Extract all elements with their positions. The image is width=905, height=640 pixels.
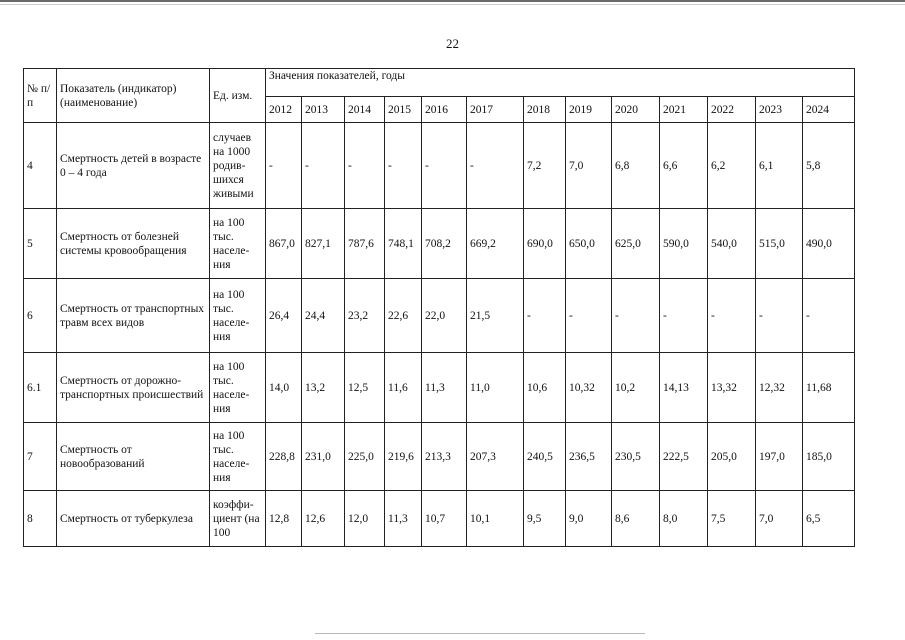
row-value: 650,0 [566,209,612,279]
row-value: 230,5 [612,423,660,491]
row-unit: на 100 тыс. населе-ния [210,353,266,423]
header-unit: Ед. изм. [210,69,266,123]
row-value: 10,6 [524,353,566,423]
top-scan-edge-shadow [0,4,905,5]
row-value: - [524,279,566,353]
row-value: 12,0 [345,491,385,547]
row-value: 690,0 [524,209,566,279]
row-num: 6.1 [24,353,57,423]
row-unit: случаев на 1000 родив-шихся живыми [210,123,266,209]
table-row [24,209,855,279]
row-value: 9,0 [566,491,612,547]
table-row [24,423,855,491]
row-value: 24,4 [302,279,345,353]
row-value: 26,4 [266,279,302,353]
row-value: 10,2 [612,353,660,423]
row-value: 23,2 [345,279,385,353]
row-value: 6,8 [612,123,660,209]
row-unit: на 100 тыс. населе-ния [210,279,266,353]
table-row [24,353,855,423]
row-value: - [660,279,708,353]
row-value: 231,0 [302,423,345,491]
row-value: 9,5 [524,491,566,547]
row-value: 10,32 [566,353,612,423]
header-year: 2014 [345,97,385,123]
header-year: 2024 [803,97,855,123]
row-value: 6,2 [708,123,756,209]
row-indicator: Смертность от болезней системы кровообращения [57,209,210,279]
row-unit: на 100 тыс. населе-ния [210,423,266,491]
row-value: 748,1 [385,209,422,279]
header-num: № п/п [24,69,57,123]
row-value: 12,8 [266,491,302,547]
row-unit: коэффи-циент (на 100 [210,491,266,547]
row-num: 5 [24,209,57,279]
row-value: - [345,123,385,209]
header-year: 2013 [302,97,345,123]
row-value: 7,5 [708,491,756,547]
row-value: 625,0 [612,209,660,279]
row-indicator: Смертность от новообразований [57,423,210,491]
row-value: 11,0 [467,353,524,423]
row-value: 228,8 [266,423,302,491]
row-value: 540,0 [708,209,756,279]
header-year: 2018 [524,97,566,123]
row-value: 669,2 [467,209,524,279]
row-num: 4 [24,123,57,209]
row-value: - [467,123,524,209]
row-value: 240,5 [524,423,566,491]
row-value: 10,7 [422,491,467,547]
indicators-table [23,68,855,547]
row-value: 22,0 [422,279,467,353]
header-indicator: Показатель (индикатор) (наименование) [57,69,210,123]
table-row [24,491,855,547]
row-value: - [302,123,345,209]
row-value: 185,0 [803,423,855,491]
row-unit: на 100 тыс. населе-ния [210,209,266,279]
row-num: 8 [24,491,57,547]
row-value: 8,6 [612,491,660,547]
table-row [24,279,855,353]
row-value: - [612,279,660,353]
row-value: 21,5 [467,279,524,353]
row-value: 10,1 [467,491,524,547]
row-value: 12,32 [756,353,803,423]
row-value: 787,6 [345,209,385,279]
row-value: 515,0 [756,209,803,279]
header-year: 2012 [266,97,302,123]
row-value: - [422,123,467,209]
row-value: - [385,123,422,209]
header-year: 2019 [566,97,612,123]
row-value: - [803,279,855,353]
row-indicator: Смертность от дорожно-транспортных происшествий [57,353,210,423]
row-value: 11,68 [803,353,855,423]
table-row [24,123,855,209]
row-value: 708,2 [422,209,467,279]
row-value: - [266,123,302,209]
row-value: 12,6 [302,491,345,547]
row-value: - [708,279,756,353]
row-value: 205,0 [708,423,756,491]
page-number: 22 [446,36,459,51]
row-value: 11,6 [385,353,422,423]
header-row-top [24,69,855,97]
top-scan-edge [0,0,905,2]
row-value: 7,0 [566,123,612,209]
row-value: 12,5 [345,353,385,423]
row-value: 197,0 [756,423,803,491]
header-year: 2015 [385,97,422,123]
row-value: 219,6 [385,423,422,491]
header-year: 2021 [660,97,708,123]
row-value: 6,1 [756,123,803,209]
row-value: 490,0 [803,209,855,279]
row-value: 7,2 [524,123,566,209]
row-value: 8,0 [660,491,708,547]
row-value: 14,13 [660,353,708,423]
row-value: - [756,279,803,353]
header-year: 2020 [612,97,660,123]
header-year: 2023 [756,97,803,123]
row-value: 6,6 [660,123,708,209]
row-num: 7 [24,423,57,491]
row-indicator: Смертность от транспортных травм всех видов [57,279,210,353]
row-value: 13,2 [302,353,345,423]
row-value: 14,0 [266,353,302,423]
row-value: - [566,279,612,353]
row-value: 225,0 [345,423,385,491]
row-value: 207,3 [467,423,524,491]
row-value: 22,6 [385,279,422,353]
row-value: 222,5 [660,423,708,491]
header-year: 2017 [467,97,524,123]
row-value: 11,3 [422,353,467,423]
row-value: 6,5 [803,491,855,547]
row-value: 827,1 [302,209,345,279]
header-values-group: Значения показателей, годы [266,69,855,97]
row-value: 13,32 [708,353,756,423]
bottom-scan-edge [315,633,645,634]
row-value: 590,0 [660,209,708,279]
row-indicator: Смертность от туберкулеза [57,491,210,547]
row-value: 11,3 [385,491,422,547]
row-value: 867,0 [266,209,302,279]
header-year: 2016 [422,97,467,123]
row-indicator: Смертность детей в возрасте 0 – 4 года [57,123,210,209]
row-num: 6 [24,279,57,353]
row-value: 7,0 [756,491,803,547]
row-value: 236,5 [566,423,612,491]
row-value: 213,3 [422,423,467,491]
header-year: 2022 [708,97,756,123]
row-value: 5,8 [803,123,855,209]
